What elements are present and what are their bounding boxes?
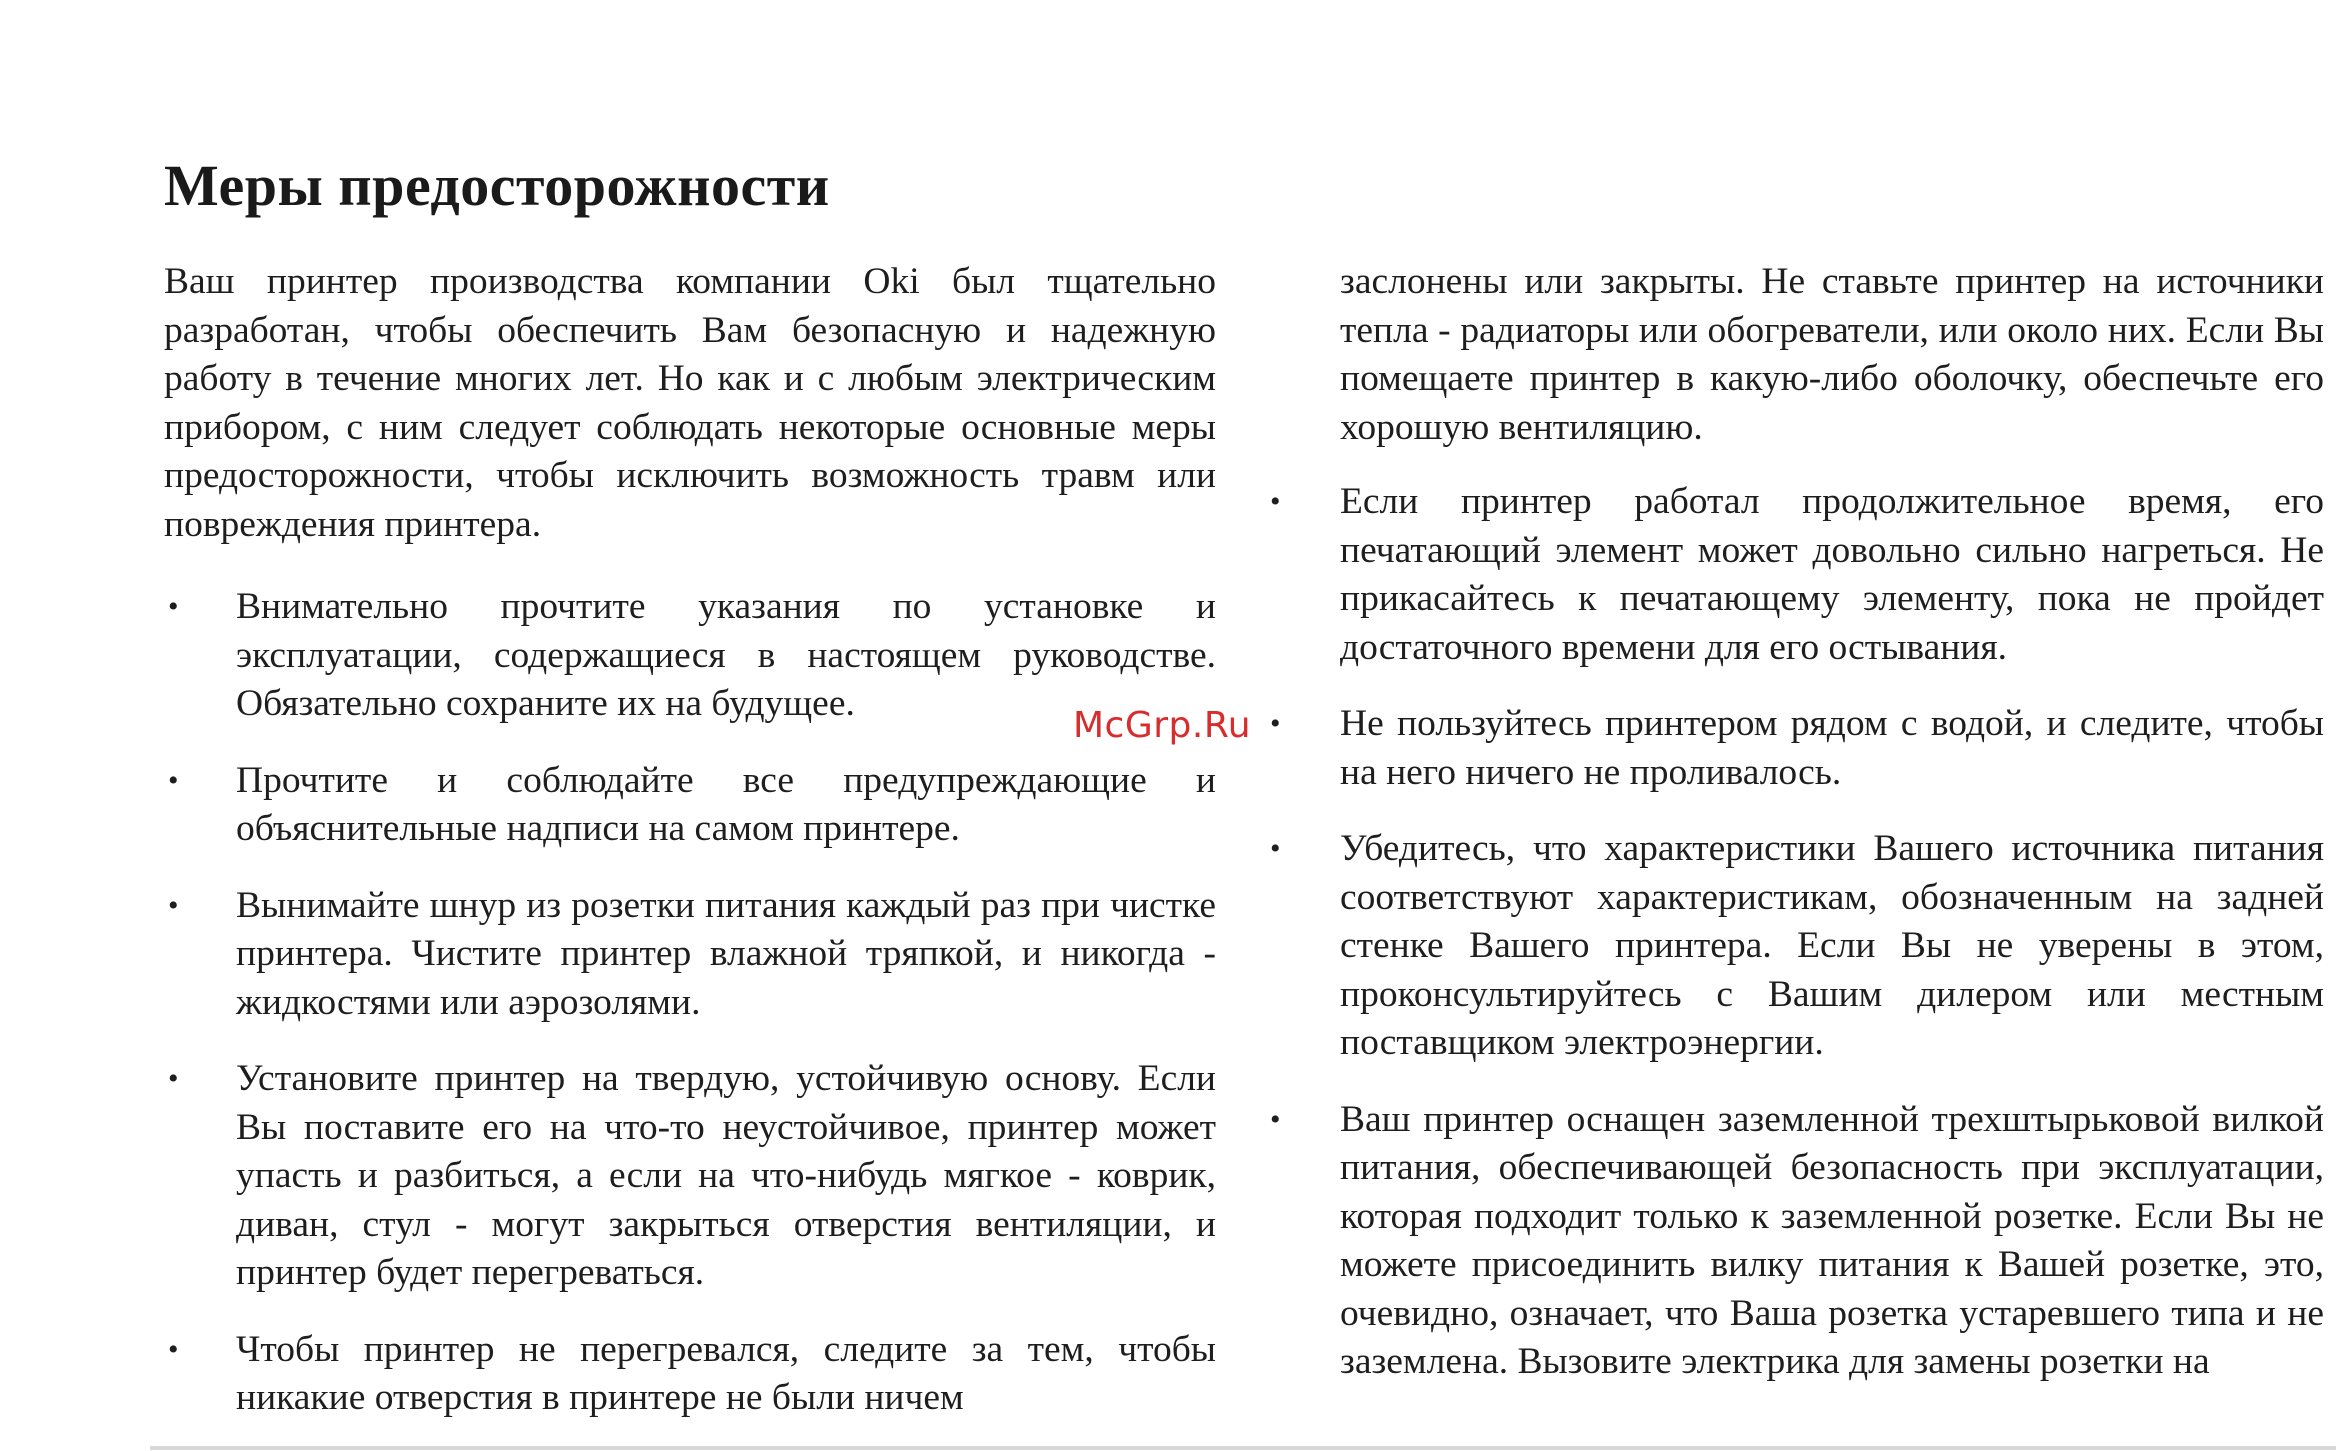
- right-column: [1270, 258, 2324, 1415]
- bullet-icon: •: [168, 888, 179, 922]
- list-item: [164, 882, 1216, 1028]
- list-item-text: Убедитесь, что характеристики Вашего источника питания соответствуют характеристикам, обозначенным на задней стенке Вашего принтера. Если Вы не уверены в этом, проконсультируйтесь с Вашим дилером или местным поставщиком электроэнергии.: [1340, 828, 2324, 1063]
- list-item-text: Прочтите и соблюдайте все предупреждающие и объяснительные надписи на самом принтере.: [236, 759, 1216, 849]
- bullet-icon: •: [1270, 707, 1281, 740]
- list-item-text: Если принтер работал продолжительное время, его печатающий элемент может довольно сильно нагреться. Не прикасайтесь к печатающему элементу, пока не пройдет достаточного времени для его остывания.: [1340, 481, 2324, 668]
- list-item: [1270, 1096, 2324, 1387]
- list-item-text: Не пользуйтесь принтером рядом с водой, и следите, чтобы на него ничего не проливалось.: [1340, 703, 2324, 793]
- page-bottom-shadow: [150, 1446, 2336, 1450]
- bullet-icon: •: [168, 590, 179, 623]
- left-column: [164, 258, 1216, 1451]
- list-item: [164, 583, 1216, 729]
- list-item: [1270, 700, 2324, 797]
- bullet-icon: •: [168, 1062, 179, 1095]
- list-item-text: Установите принтер на твердую, устойчивую основу. Если Вы поставите его на что-то неустойчивое, принтер может упасть и разбиться, а если на что-нибудь мягкое - коврик, диван, стул - могут закрыться отверстия вентиляции, и принтер будет перегреваться.: [236, 1058, 1216, 1293]
- list-item-text: Чтобы принтер не перегревался, следите за тем, чтобы никакие отверстия в принтере не были ничем: [236, 1328, 1216, 1418]
- list-item-text: Ваш принтер оснащен заземленной трехштырьковой вилкой питания, обеспечивающей безопасность при эксплуатации, которая подходит только к заземленной розетке. Если Вы не можете присоединить вилку питания к Вашей розетке, это, очевидно, означает, что Ваша розетка устаревшего типа и не заземлена. Вызовите электрика для замены розетки на: [1340, 1098, 2324, 1382]
- list-item-text: Вынимайте шнур из розетки питания каждый раз при чистке принтера. Чистите принтер влажной тряпкой, и никогда - жидкостями или аэрозолями.: [236, 884, 1216, 1023]
- list-item: [164, 1326, 1216, 1423]
- bullet-icon: •: [1270, 832, 1281, 865]
- right-bullet-list: [1270, 478, 2324, 1387]
- list-item: [164, 757, 1216, 854]
- list-item: [164, 1055, 1216, 1298]
- watermark-text: McGrp.Ru: [1073, 705, 1252, 746]
- left-bullet-list: [164, 583, 1216, 1423]
- continuation-paragraph: заслонены или закрыты. Не ставьте принтер на источники тепла - радиаторы или обогреватели, или около них. Если Вы помещаете принтер в какую-либо оболочку, обеспечьте его хорошую вентиляцию.: [1340, 261, 2324, 448]
- intro-paragraph: Ваш принтер производства компании Oki был тщательно разработан, чтобы обеспечить Вам безопасную и надежную работу в течение многих лет. Но как и с любым электрическим прибором, с ним следует соблюдать некоторые основные меры предосторожности, чтобы исключить возможность травм или повреждения принтера.: [164, 261, 1216, 545]
- bullet-icon: •: [168, 1332, 179, 1366]
- bullet-icon: •: [1270, 1102, 1281, 1136]
- list-item-text: Внимательно прочтите указания по установке и эксплуатации, содержащиеся в настоящем руководстве. Обязательно сохраните их на будущее.: [236, 586, 1216, 724]
- bullet-icon: •: [168, 763, 179, 797]
- page-title: Меры предосторожности: [164, 153, 830, 218]
- list-item: [1270, 825, 2324, 1068]
- bullet-icon: •: [1270, 485, 1281, 518]
- list-item: [1270, 478, 2324, 672]
